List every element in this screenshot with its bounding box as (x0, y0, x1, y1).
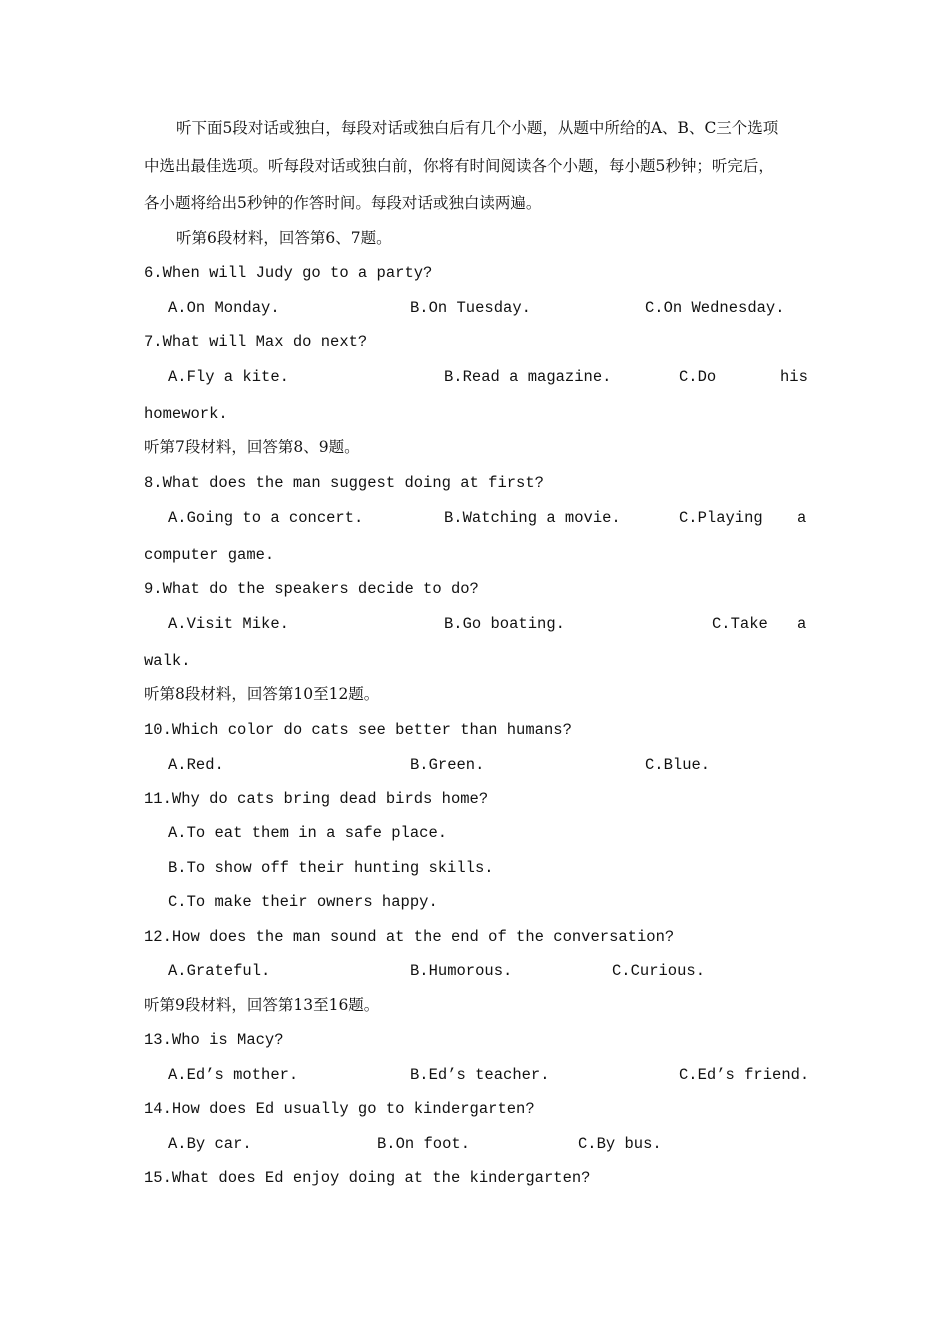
section-heading-7: 听第7段材料，回答第8、9题。 (144, 438, 360, 456)
section-heading-8: 听第8段材料，回答第10至12题。 (144, 685, 380, 703)
section-heading-9: 听第9段材料，回答第13至16题。 (144, 996, 380, 1014)
question-8-option-b: B.Watching a movie. (444, 509, 621, 527)
question-11-option-a: A.To eat them in a safe place. (168, 824, 448, 842)
question-10-option-a: A.Red. (168, 756, 224, 774)
section-heading-6: 听第6段材料，回答第6、7题。 (176, 229, 392, 247)
question-13-option-c: C.Ed’s friend. (679, 1066, 810, 1084)
question-10-option-c: C.Blue. (645, 756, 711, 774)
question-13-stem: 13.Who is Macy? (144, 1031, 284, 1049)
question-8-option-c-part1: C.Playing (679, 509, 763, 527)
question-9-option-a: A.Visit Mike. (168, 615, 289, 633)
question-15-stem: 15.What does Ed enjoy doing at the kindergarten? (144, 1169, 591, 1187)
question-10-option-b: B.Green. (410, 756, 485, 774)
question-6-option-c: C.On Wednesday. (645, 299, 785, 317)
question-7-option-c-part1: C.Do (679, 368, 717, 386)
question-9-option-c-part2: a (797, 615, 807, 633)
question-8-option-c-part3: computer game. (144, 546, 275, 564)
question-6-option-b: B.On Tuesday. (410, 299, 531, 317)
question-11-stem: 11.Why do cats bring dead birds home? (144, 790, 489, 808)
question-9-option-c-part3: walk. (144, 652, 191, 670)
question-8-option-c-part2: a (797, 509, 807, 527)
question-11-option-b: B.To show off their hunting skills. (168, 859, 494, 877)
instruction-line-1: 听下面5段对话或独白，每段对话或独白后有几个小题，从题中所给的A、B、C三个选项 (176, 119, 779, 137)
question-12-stem: 12.How does the man sound at the end of the conversation? (144, 928, 675, 946)
question-12-option-a: A.Grateful. (168, 962, 271, 980)
instruction-line-2: 中选出最佳选项。听每段对话或独白前，你将有时间阅读各个小题，每小题5秒钟；听完后， (144, 157, 774, 175)
question-9-stem: 9.What do the speakers decide to do? (144, 580, 479, 598)
instruction-line-3: 各小题将给出5秒钟的作答时间。每段对话或独白读两遍。 (144, 194, 542, 212)
question-7-option-c-part2: his (780, 368, 808, 386)
question-12-option-b: B.Humorous. (410, 962, 513, 980)
question-9-option-c-part1: C.Take (712, 615, 768, 633)
question-7-option-b: B.Read a magazine. (444, 368, 612, 386)
question-8-stem: 8.What does the man suggest doing at first? (144, 474, 544, 492)
question-7-option-c-part3: homework. (144, 405, 228, 423)
question-6-stem: 6.When will Judy go to a party? (144, 264, 433, 282)
question-14-option-c: C.By bus. (578, 1135, 662, 1153)
question-14-option-a: A.By car. (168, 1135, 252, 1153)
question-9-option-b: B.Go boating. (444, 615, 565, 633)
question-13-option-a: A.Ed’s mother. (168, 1066, 299, 1084)
question-14-stem: 14.How does Ed usually go to kindergarten? (144, 1100, 535, 1118)
question-7-option-a: A.Fly a kite. (168, 368, 289, 386)
question-14-option-b: B.On foot. (377, 1135, 471, 1153)
question-10-stem: 10.Which color do cats see better than humans? (144, 721, 572, 739)
question-12-option-c: C.Curious. (612, 962, 706, 980)
question-11-option-c: C.To make their owners happy. (168, 893, 438, 911)
question-7-stem: 7.What will Max do next? (144, 333, 368, 351)
question-8-option-a: A.Going to a concert. (168, 509, 364, 527)
question-13-option-b: B.Ed’s teacher. (410, 1066, 550, 1084)
question-6-option-a: A.On Monday. (168, 299, 280, 317)
